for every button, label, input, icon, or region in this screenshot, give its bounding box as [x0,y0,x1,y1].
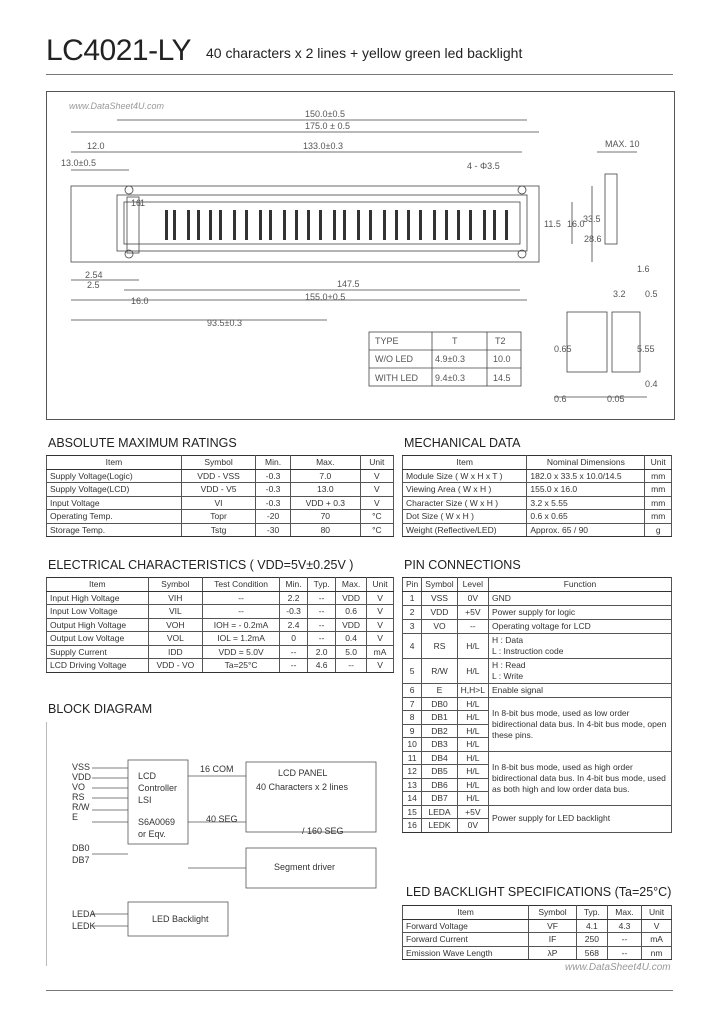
table-row: 13 DB6 H/L [403,778,672,792]
dim-23: 0.4 [645,379,658,389]
dim-1: 150.0±0.5 [305,109,345,119]
table-row: Storage Temp. Tstg -30 80 °C [47,523,394,537]
led-title: LED BACKLIGHT SPECIFICATIONS (Ta=25°C) [406,885,672,899]
block-signals: VSS VDD VO RS R/W E [72,762,92,822]
model-description: 40 characters x 2 lines + yellow green led backlight [206,45,523,61]
table-row: 12 DB5 H/L [403,765,672,779]
pins-table [402,577,672,833]
seg40-label: 40 SEG [206,814,238,824]
type-h3: T2 [495,336,506,346]
pins-h3: Function [488,578,671,592]
drawing-svg [47,92,674,419]
dim-15: 16.0 [567,219,585,229]
type-r1c2: 4.9±0.3 [435,354,465,364]
dim-7: MAX. 10 [605,139,640,149]
led-h3: Max. [607,906,641,920]
mech-h2: Unit [645,456,672,470]
table-row: Supply Current IDD VDD = 5.0V -- 2.0 5.0 mA [47,645,394,659]
table-row: Output High Voltage VOH IOH = - 0.2mA 2.4 -- VDD V [47,618,394,632]
table-row: LCD Driving Voltage VDD - VO Ta=25°C -- 4.6 -- V [47,659,394,673]
elec-h4: Typ. [308,578,336,592]
segment-driver: Segment driver [274,862,336,872]
mech-h1: Nominal Dimensions [527,456,645,470]
table-row: 11 DB4 H/L In 8-bit bus mode, used as high order bidirectional data bus. In 4-bit bus mode, used as both high and low order data bus. [403,751,672,765]
mech-table [402,455,672,537]
dim-3: 133.0±0.3 [303,141,343,151]
type-h1: TYPE [375,336,399,346]
elec-h1: Symbol [148,578,202,592]
dim-18: 1.6 [637,264,650,274]
abs-max-title: ABSOLUTE MAXIMUM RATINGS [48,436,237,450]
dim-9: 2.5 [87,280,100,290]
dim-12: 16.0 [131,296,149,306]
led-h1: Symbol [529,906,577,920]
mech-title: MECHANICAL DATA [404,436,521,450]
mech-h0: Item [403,456,527,470]
abs-max-h2: Min. [256,456,291,470]
elec-table [46,577,394,673]
dim-2: 175.0 ± 0.5 [305,121,350,131]
drawing-watermark: www.DataSheet4U.com [69,101,165,111]
dim-20: 0.5 [645,289,658,299]
table-row: 1 VSS 0V GND [403,591,672,605]
mechanical-drawing [46,91,675,420]
dim-24: 0.6 [554,394,567,404]
pin-1-label: 1 [140,198,146,208]
dim-22: 0.65 [554,344,572,354]
controller-block: LCD Controller LSI [138,771,178,805]
pins-h1: Symbol [422,578,457,592]
led-h0: Item [403,906,529,920]
table-row: 3 VO -- Operating voltage for LCD [403,619,672,633]
header-rule [46,74,673,75]
dim-8: 2.54 [85,270,103,280]
type-h2: T [452,336,458,346]
dim-4: 12.0 [87,141,105,151]
controller-chip: S6A0069 or Eqv. [138,817,176,839]
com-label: 16 COM [200,764,234,774]
table-row: Supply Voltage(LCD) VDD - V5 -0.3 13.0 V [47,483,394,497]
mount-hole-tr [518,186,526,194]
dim-6: 4 - Φ3.5 [467,161,500,171]
block-diagram [46,722,394,966]
table-row: Operating Temp. Topr -20 70 °C [47,510,394,524]
led-h4: Unit [642,906,672,920]
table-row: 16 LEDK 0V [403,819,672,833]
panel-subtitle: 40 Characters x 2 lines [256,782,349,792]
elec-h2: Test Condition [203,578,280,592]
table-row: 7 DB0 H/L In 8-bit bus mode, used as low order bidirectional data bus. In 4-bit bus mode, open these pins. [403,697,672,711]
type-r2c2: 9.4±0.3 [435,373,465,383]
table-row: Dot Size ( W x H ) 0.6 x 0.65 mm [403,510,672,524]
footer-rule [46,990,673,991]
type-r1c3: 10.0 [493,354,511,364]
abs-max-h4: Unit [360,456,393,470]
model-title: LC4021-LY [46,34,192,67]
elec-title: ELECTRICAL CHARACTERISTICS ( VDD=5V±0.25V ) [48,558,354,572]
block-title: BLOCK DIAGRAM [48,702,153,716]
table-row: Viewing Area ( W x H ) 155.0 x 16.0 mm [403,483,672,497]
table-row: Forward Current IF 250 -- mA [403,933,672,947]
panel-title: LCD PANEL [278,768,328,778]
dim-10: 147.5 [337,279,360,289]
character-segments [165,210,508,240]
block-led-pins: LEDA LEDK [72,909,96,931]
elec-h3: Min. [280,578,308,592]
dim-13: 93.5±0.3 [207,318,242,328]
table-row: Input Low Voltage VIL -- -0.3 -- 0.6 V [47,605,394,619]
table-row: Output Low Voltage VOL IOL = 1.2mA 0 -- 0.4 V [47,632,394,646]
table-row: 5 R/W H/L H : Read L : Write [403,658,672,683]
dim-11: 155.0+0.5 [305,292,346,302]
table-row: 4 RS H/L H : Data L : Instruction code [403,633,672,658]
table-row: 6 E H,H>L Enable signal [403,683,672,697]
table-row: Input Voltage VI -0.3 VDD + 0.3 V [47,496,394,510]
abs-max-h3: Max. [290,456,360,470]
dim-5: 13.0±0.5 [61,158,96,168]
elec-h6: Unit [367,578,394,592]
table-row: 8 DB1 H/L [403,711,672,725]
block-svg [46,722,394,966]
pins-h2: Level [457,578,488,592]
mount-hole-tl [125,186,133,194]
table-row: Emission Wave Length λP 568 -- nm [403,946,672,960]
table-row: 2 VDD +5V Power supply for logic [403,605,672,619]
led-table [402,905,672,960]
dim-17: 33.5 [583,214,601,224]
dim-21: 5.55 [637,344,655,354]
led-h2: Typ. [576,906,607,920]
table-row: 14 DB7 H/L [403,792,672,806]
dim-16: 28.6 [584,234,602,244]
elec-h0: Item [47,578,149,592]
elec-h5: Max. [336,578,367,592]
table-row: Character Size ( W x H ) 3.2 x 5.55 mm [403,496,672,510]
table-row: Input High Voltage VIH -- 2.2 -- VDD V [47,591,394,605]
dim-14: 11.5 [544,219,561,229]
table-row: Module Size ( W x H x T ) 182.0 x 33.5 x 10.0/14.5 mm [403,469,672,483]
type-r2c3: 14.5 [493,373,511,383]
pins-h0: Pin [403,578,422,592]
table-row: 9 DB2 H/L [403,724,672,738]
table-row: Weight (Reflective/LED) Approx. 65 / 90 g [403,523,672,537]
dim-19: 3.2 [613,289,626,299]
type-r2c1: WITH LED [375,373,419,383]
table-row: 15 LEDA +5V Power supply for LED backlight [403,805,672,819]
table-row: Forward Voltage VF 4.1 4.3 V [403,919,672,933]
type-r1c1: W/O LED [375,354,414,364]
abs-max-table [46,455,394,537]
block-data-bus: DB0 DB7 [72,843,90,865]
abs-max-h0: Item [47,456,182,470]
pins-title: PIN CONNECTIONS [404,558,521,572]
seg160-label: / 160 SEG [302,826,344,836]
pin-16-label: 16 [131,198,142,208]
table-row: Supply Voltage(Logic) VDD - VSS -0.3 7.0 V [47,469,394,483]
led-backlight: LED Backlight [152,914,209,924]
table-row: 10 DB3 H/L [403,738,672,752]
footer-watermark: www.DataSheet4U.com [565,962,671,973]
dim-25: 0.05 [607,394,625,404]
abs-max-h1: Symbol [181,456,255,470]
